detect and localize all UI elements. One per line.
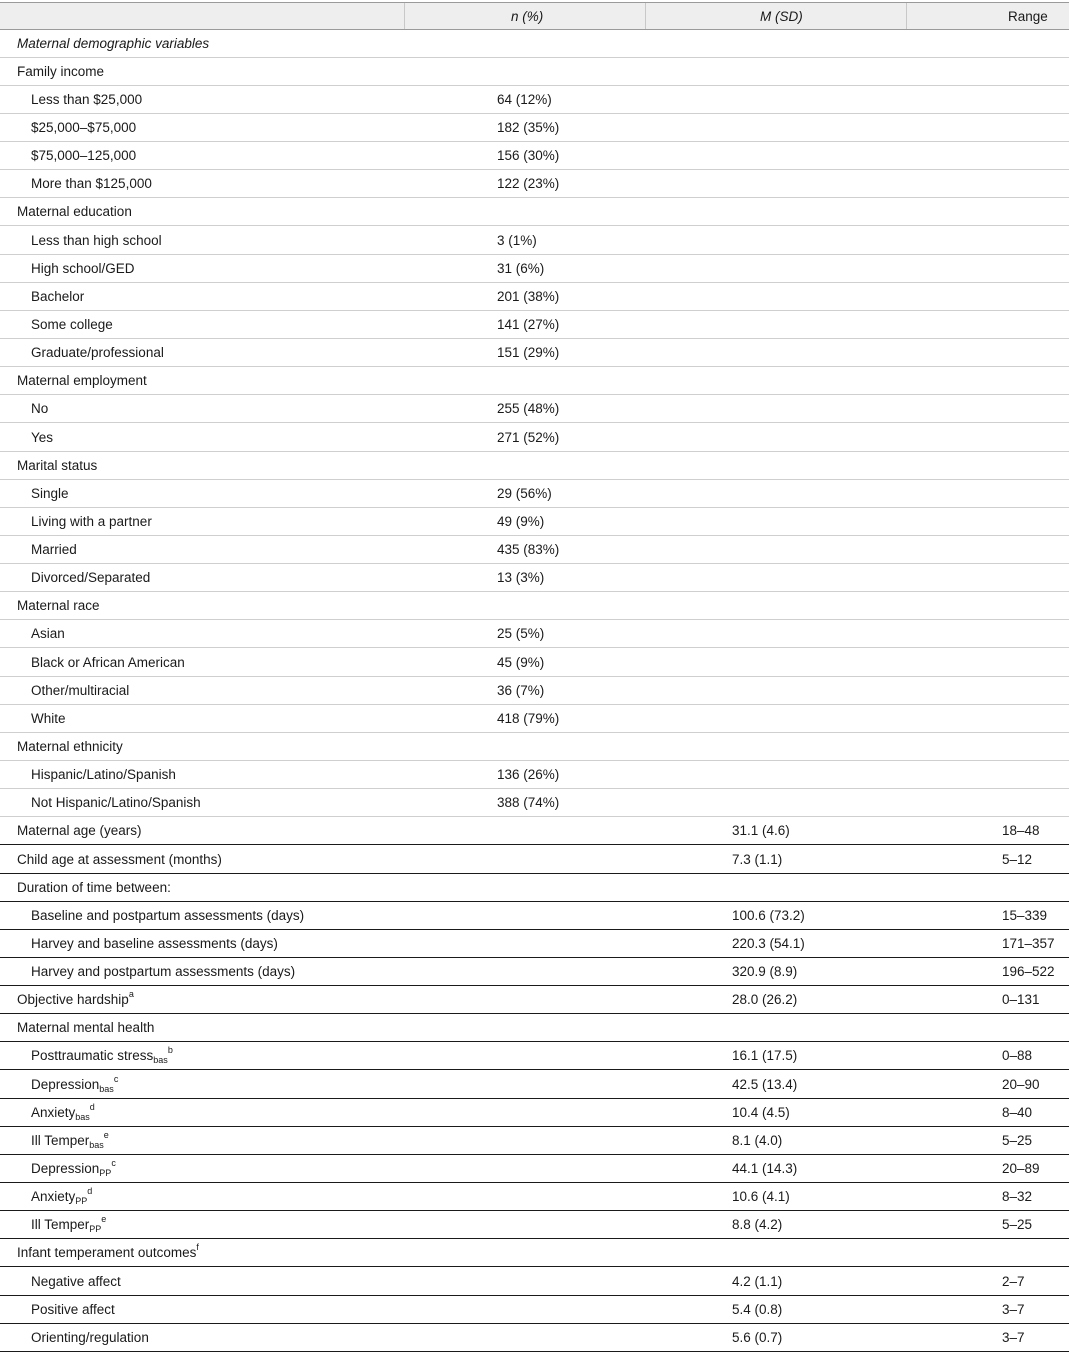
cell-range: 3–7 xyxy=(1002,1330,1025,1345)
table-row xyxy=(0,424,1069,452)
row-label-text: Maternal age (years) xyxy=(17,823,142,838)
cell-mean-sd: 10.4 (4.5) xyxy=(732,1105,790,1120)
cell-mean-sd: 7.3 (1.1) xyxy=(732,852,783,867)
row-label xyxy=(31,424,53,452)
cell-n-percent: 435 (83%) xyxy=(497,542,560,557)
row-label-text: Orienting/regulation xyxy=(31,1330,149,1345)
cell-n-percent: 49 (9%) xyxy=(497,514,545,529)
row-label xyxy=(17,1014,154,1042)
row-label-text: Less than $25,000 xyxy=(31,92,143,107)
cell-range: 0–131 xyxy=(1002,992,1040,1007)
cell-mean-sd: 44.1 (14.3) xyxy=(732,1161,798,1176)
row-label-text: Maternal employment xyxy=(17,373,147,388)
label-footnote-marker: a xyxy=(128,989,134,999)
row-label xyxy=(31,255,135,283)
cell-range: 5–25 xyxy=(1002,1217,1033,1232)
row-label-text: Graduate/professional xyxy=(31,345,164,360)
cell-n-percent: 388 (74%) xyxy=(497,795,560,810)
table-row xyxy=(0,142,1069,170)
row-label xyxy=(31,283,84,311)
row-label xyxy=(17,874,171,902)
cell-n-percent: 151 (29%) xyxy=(497,345,560,360)
table-row xyxy=(0,620,1069,648)
cell-n-percent: 31 (6%) xyxy=(497,261,545,276)
row-label xyxy=(31,677,129,705)
row-label xyxy=(31,1211,106,1239)
row-label-text: Harvey and baseline assessments (days) xyxy=(31,936,278,951)
cell-range: 171–357 xyxy=(1002,936,1055,951)
cell-mean-sd: 8.8 (4.2) xyxy=(732,1217,783,1232)
cell-range: 15–339 xyxy=(1002,908,1048,923)
cell-mean-sd: 10.6 (4.1) xyxy=(732,1189,790,1204)
table-row xyxy=(0,1183,1069,1211)
table-row xyxy=(0,367,1069,395)
table-row xyxy=(0,705,1069,733)
row-label-text: Child age at assessment (months) xyxy=(17,852,222,867)
cell-n-percent: 271 (52%) xyxy=(497,430,560,445)
row-label-text: Anxiety xyxy=(31,1105,76,1120)
row-label-text: Single xyxy=(31,486,69,501)
cell-n-percent: 156 (30%) xyxy=(497,148,560,163)
cell-mean-sd: 16.1 (17.5) xyxy=(732,1048,798,1063)
table-row xyxy=(0,30,1069,58)
row-label-text: Anxiety xyxy=(31,1189,76,1204)
row-label-text: Living with a partner xyxy=(31,514,152,529)
label-footnote-marker: d xyxy=(87,1186,93,1196)
table-row xyxy=(0,592,1069,620)
header-divider xyxy=(404,3,405,29)
table-row xyxy=(0,452,1069,480)
row-label xyxy=(17,30,209,58)
row-label-text: $25,000–$75,000 xyxy=(31,120,137,135)
row-label xyxy=(31,1099,95,1127)
cell-n-percent: 136 (26%) xyxy=(497,767,560,782)
label-subscript: bas xyxy=(99,1084,114,1094)
row-label-text: Less than high school xyxy=(31,233,162,248)
cell-range: 20–89 xyxy=(1002,1161,1040,1176)
table-row xyxy=(0,1014,1069,1042)
row-label xyxy=(31,1296,115,1324)
row-label-text: Negative affect xyxy=(31,1274,121,1289)
cell-mean-sd: 320.9 (8.9) xyxy=(732,964,798,979)
cell-n-percent: 141 (27%) xyxy=(497,317,560,332)
row-label-text: More than $125,000 xyxy=(31,176,152,191)
row-label xyxy=(31,508,152,536)
table-row xyxy=(0,283,1069,311)
label-subscript: PP xyxy=(75,1196,88,1206)
table-row xyxy=(0,86,1069,114)
row-label xyxy=(17,592,100,620)
cell-range: 2–7 xyxy=(1002,1274,1025,1289)
table-row xyxy=(0,789,1069,817)
row-label xyxy=(31,227,162,255)
cell-range: 18–48 xyxy=(1002,823,1040,838)
table-row xyxy=(0,1099,1069,1127)
label-subscript: bas xyxy=(153,1055,168,1065)
row-label-text: Duration of time between: xyxy=(17,880,171,895)
row-label xyxy=(31,142,136,170)
row-label xyxy=(31,311,113,339)
table-header xyxy=(0,2,1069,30)
row-label-text: Posttraumatic stress xyxy=(31,1048,154,1063)
row-label xyxy=(17,58,104,86)
row-label xyxy=(31,536,77,564)
row-label-text: Harvey and postpartum assessments (days) xyxy=(31,964,296,979)
label-footnote-marker: c xyxy=(111,1158,116,1168)
row-label xyxy=(31,1324,149,1352)
row-label xyxy=(31,958,295,986)
row-label-text: Bachelor xyxy=(31,289,85,304)
cell-mean-sd: 5.4 (0.8) xyxy=(732,1302,783,1317)
table-row xyxy=(0,564,1069,592)
row-label xyxy=(31,114,136,142)
cell-n-percent: 255 (48%) xyxy=(497,401,560,416)
row-label xyxy=(31,649,185,677)
table-row xyxy=(0,255,1069,283)
row-label xyxy=(31,1127,109,1155)
row-label xyxy=(17,1239,199,1267)
label-subscript: PP xyxy=(89,1224,102,1234)
cell-n-percent: 13 (3%) xyxy=(497,570,545,585)
row-label-text: Maternal mental health xyxy=(17,1020,155,1035)
table-row xyxy=(0,1211,1069,1239)
cell-mean-sd: 31.1 (4.6) xyxy=(732,823,790,838)
cell-n-percent: 201 (38%) xyxy=(497,289,560,304)
table-row xyxy=(0,1296,1069,1324)
table-row xyxy=(0,227,1069,255)
label-footnote-marker: d xyxy=(89,1102,95,1112)
cell-range: 5–25 xyxy=(1002,1133,1033,1148)
row-label xyxy=(31,1071,118,1099)
row-label xyxy=(31,1042,173,1070)
row-label-text: High school/GED xyxy=(31,261,135,276)
cell-n-percent: 418 (79%) xyxy=(497,711,560,726)
cell-n-percent: 182 (35%) xyxy=(497,120,560,135)
cell-mean-sd: 5.6 (0.7) xyxy=(732,1330,783,1345)
table-row xyxy=(0,930,1069,958)
row-label-text: Black or African American xyxy=(31,655,185,670)
header-divider xyxy=(645,3,646,29)
row-label xyxy=(31,930,278,958)
cell-n-percent: 64 (12%) xyxy=(497,92,552,107)
row-label-text: Maternal race xyxy=(17,598,100,613)
label-subscript: bas xyxy=(75,1112,90,1122)
table-row xyxy=(0,1268,1069,1296)
cell-mean-sd: 28.0 (26.2) xyxy=(732,992,798,1007)
cell-range: 3–7 xyxy=(1002,1302,1025,1317)
table-row xyxy=(0,508,1069,536)
row-label xyxy=(31,564,150,592)
table-row xyxy=(0,733,1069,761)
row-label xyxy=(31,705,66,733)
table-row xyxy=(0,986,1069,1014)
cell-mean-sd: 100.6 (73.2) xyxy=(732,908,805,923)
row-label xyxy=(17,846,222,874)
cell-range: 196–522 xyxy=(1002,964,1055,979)
row-label xyxy=(31,395,48,423)
header-mean-sd: M (SD) xyxy=(760,9,803,24)
row-label-text: Family income xyxy=(17,64,105,79)
row-label-text: Depression xyxy=(31,1077,100,1092)
cell-range: 0–88 xyxy=(1002,1048,1033,1063)
table-row xyxy=(0,395,1069,423)
row-label-text: Positive affect xyxy=(31,1302,115,1317)
table-row xyxy=(0,1042,1069,1070)
table-row xyxy=(0,958,1069,986)
cell-n-percent: 3 (1%) xyxy=(497,233,537,248)
table-row xyxy=(0,1324,1069,1352)
row-label-text: Maternal ethnicity xyxy=(17,739,123,754)
row-label xyxy=(17,986,134,1014)
cell-range: 8–32 xyxy=(1002,1189,1033,1204)
row-label-text: $75,000–125,000 xyxy=(31,148,137,163)
cell-range: 20–90 xyxy=(1002,1077,1040,1092)
label-footnote-marker: c xyxy=(113,1074,119,1084)
table-row xyxy=(0,874,1069,902)
cell-mean-sd: 220.3 (54.1) xyxy=(732,936,805,951)
row-label xyxy=(31,1183,92,1211)
table-row xyxy=(0,902,1069,930)
header-range: Range xyxy=(1008,9,1048,24)
row-label xyxy=(31,761,176,789)
row-label-text: Married xyxy=(31,542,77,557)
row-label-text: Yes xyxy=(31,430,54,445)
table-row xyxy=(0,114,1069,142)
row-label xyxy=(31,339,164,367)
row-label xyxy=(31,480,69,508)
label-footnote-marker: e xyxy=(103,1130,109,1140)
row-label-text: No xyxy=(31,401,49,416)
row-label-text: Depression xyxy=(31,1161,100,1176)
row-label xyxy=(31,1268,121,1296)
row-label-text: Some college xyxy=(31,317,113,332)
table-row xyxy=(0,677,1069,705)
row-label-text: Divorced/Separated xyxy=(31,570,151,585)
row-label xyxy=(31,1155,116,1183)
row-label-text: Asian xyxy=(31,626,65,641)
row-label-text: Infant temperament outcomes xyxy=(17,1245,197,1260)
row-label-text: Baseline and postpartum assessments (days) xyxy=(31,908,305,923)
cell-n-percent: 29 (56%) xyxy=(497,486,552,501)
label-footnote-marker: f xyxy=(196,1242,199,1252)
row-label xyxy=(17,817,142,845)
cell-n-percent: 25 (5%) xyxy=(497,626,545,641)
table-row xyxy=(0,846,1069,874)
row-label-text: Hispanic/Latino/Spanish xyxy=(31,767,176,782)
row-label xyxy=(31,789,201,817)
header-n-percent: n (%) xyxy=(511,9,544,24)
row-label xyxy=(17,733,123,761)
table-row xyxy=(0,1239,1069,1267)
row-label-text: Other/multiracial xyxy=(31,683,130,698)
table-row xyxy=(0,339,1069,367)
row-label xyxy=(31,620,65,648)
table-row xyxy=(0,480,1069,508)
header-divider xyxy=(906,3,907,29)
table-row xyxy=(0,1071,1069,1099)
row-label-text: Objective hardship xyxy=(17,992,129,1007)
row-label-text: Ill Temper xyxy=(31,1217,90,1232)
table-row xyxy=(0,198,1069,226)
label-subscript: bas xyxy=(89,1140,104,1150)
row-label-text: Maternal demographic variables xyxy=(17,36,210,51)
row-label xyxy=(17,367,147,395)
cell-n-percent: 45 (9%) xyxy=(497,655,545,670)
label-subscript: PP xyxy=(99,1168,112,1178)
row-label-text: Not Hispanic/Latino/Spanish xyxy=(31,795,201,810)
table-row xyxy=(0,536,1069,564)
row-label xyxy=(31,902,304,930)
table-row xyxy=(0,58,1069,86)
cell-n-percent: 36 (7%) xyxy=(497,683,545,698)
table-row xyxy=(0,1127,1069,1155)
row-label-text: White xyxy=(31,711,66,726)
cell-mean-sd: 4.2 (1.1) xyxy=(732,1274,783,1289)
row-label-text: Marital status xyxy=(17,458,98,473)
row-label xyxy=(31,170,152,198)
cell-mean-sd: 42.5 (13.4) xyxy=(732,1077,798,1092)
table-row xyxy=(0,170,1069,198)
row-label xyxy=(17,198,132,226)
table-row xyxy=(0,761,1069,789)
cell-range: 8–40 xyxy=(1002,1105,1033,1120)
row-label-text: Ill Temper xyxy=(31,1133,90,1148)
table-row xyxy=(0,1155,1069,1183)
cell-range: 5–12 xyxy=(1002,852,1033,867)
cell-mean-sd: 8.1 (4.0) xyxy=(732,1133,783,1148)
row-label-text: Maternal education xyxy=(17,204,132,219)
table-row xyxy=(0,817,1069,845)
cell-n-percent: 122 (23%) xyxy=(497,176,560,191)
table-row xyxy=(0,649,1069,677)
label-footnote-marker: e xyxy=(101,1214,107,1224)
table-row xyxy=(0,311,1069,339)
row-label xyxy=(17,452,97,480)
row-label xyxy=(31,86,142,114)
label-footnote-marker: b xyxy=(167,1045,173,1055)
